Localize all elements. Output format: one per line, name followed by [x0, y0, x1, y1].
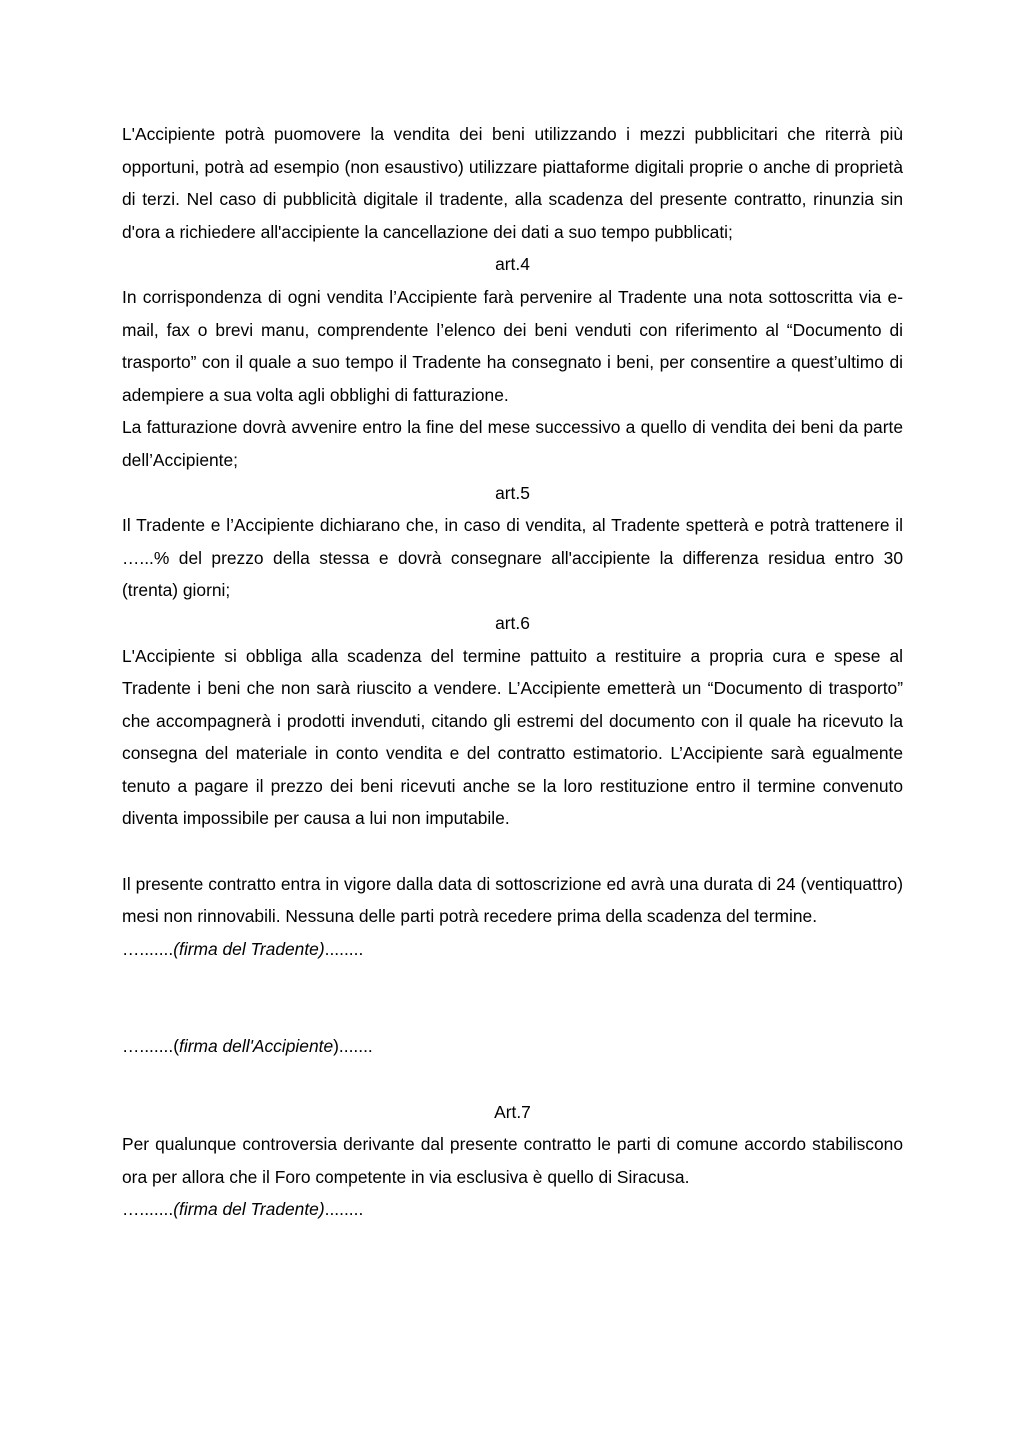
article-heading-7: Art.7	[494, 1101, 531, 1122]
paragraph-art4-invoicing: La fatturazione dovrà avvenire entro la fine del mese successivo a quello di vendita dei beni da parte dell’Accipiente;	[122, 417, 903, 470]
spacer	[122, 1063, 903, 1096]
signature-line-accipiente	[122, 1030, 903, 1063]
paragraph-art4-sales-note: In corrispondenza di ogni vendita l’Accipiente farà pervenire al Tradente una nota sottoscritta via e-mail, fax o brevi manu, comprendente l’elenco dei beni venduti con riferimento al “Documento di trasporto” con il quale a suo tempo il Tradente ha consegnato i beni, per consentire a quest’ultimo di adempiere a sua volta agli obblighi di fatturazione.	[122, 286, 903, 405]
signature-line-tradente	[122, 933, 903, 966]
signature-label-tradente: (firma del Tradente)	[173, 938, 325, 959]
paragraph-art6-return: L'Accipiente si obbliga alla scadenza del termine pattuito a restituire a propria cura e spese al Tradente i beni che non sarà riuscito a vendere. L’Accipiente emetterà un “Documento di trasporto” che accompagnerà i prodotti invenduti, citando gli estremi del documento con il quale ha ricevuto la consegna del materiale in conto vendita e del contratto estimatorio. L’Accipiente sarà egualmente tenuto a pagare il prezzo dei beni ricevuti anche se la loro restituzione entro il termine convenuto diventa impossibile per causa a lui non imputabile.	[122, 645, 903, 829]
article-heading-5: art.5	[495, 482, 530, 503]
signature-label-accipiente: firma dell'Accipiente	[179, 1036, 334, 1057]
paragraph-art7-jurisdiction: Per qualunque controversia derivante dal presente contratto le parti di comune accordo stabiliscono ora per allora che il Foro competente in via esclusiva è quello di Siracusa.	[122, 1134, 903, 1187]
signature-dots-prefix: ….......	[122, 938, 174, 959]
signature-dots-suffix: ........	[324, 1199, 364, 1220]
signature-dots-prefix: ….......	[122, 1199, 174, 1220]
paragraph-duration: Il presente contratto entra in vigore dalla data di sottoscrizione ed avrà una durata di 24 (ventiquattro) mesi non rinnovabili. Nessuna delle parti potrà recedere prima della scadenza del termine.	[122, 873, 903, 927]
signature-dots-suffix: ........	[324, 938, 364, 959]
spacer	[122, 835, 903, 868]
article-heading-6: art.6	[495, 612, 530, 633]
signature-dots-prefix: ….......(	[122, 1036, 180, 1057]
paragraph-art5-percentage: Il Tradente e l’Accipiente dichiarano che, in caso di vendita, al Tradente spetterà e potrà trattenere il …...% del prezzo della stessa e dovrà consegnare all'accipiente la differenza residua entro 30 (trenta) giorni;	[122, 515, 903, 601]
signature-dots-suffix: ).......	[333, 1036, 373, 1057]
article-heading-4: art.4	[495, 254, 530, 275]
document-body	[122, 118, 903, 1226]
signature-label-tradente: (firma del Tradente)	[173, 1199, 325, 1220]
signature-line-tradente-final	[122, 1193, 903, 1226]
spacer	[122, 965, 903, 1030]
paragraph-advertising: L'Accipiente potrà puomovere la vendita dei beni utilizzando i mezzi pubblicitari che riterrà più opportuni, potrà ad esempio (non esaustivo) utilizzare piattaforme digitali proprie o anche di proprietà di terzi. Nel caso di pubblicità digitale il tradente, alla scadenza del presente contratto, rinunzia sin d'ora a richiedere all'accipiente la cancellazione dei dati a suo tempo pubblicati;	[122, 124, 903, 242]
